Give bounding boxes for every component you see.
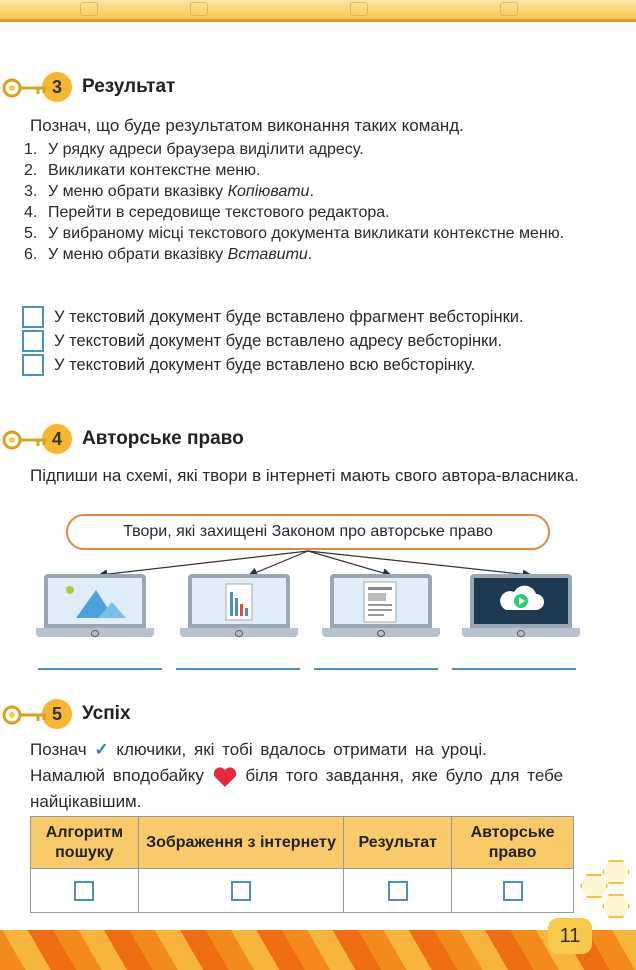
- table-checkbox[interactable]: [503, 881, 523, 901]
- section-title: Успіх: [82, 703, 131, 724]
- option-row: У текстовий документ буде вставлено адресу вебсторінки.: [22, 330, 592, 352]
- table-checkbox[interactable]: [74, 881, 94, 901]
- laptop-image-2: [180, 574, 298, 636]
- bottom-decorative-band: [0, 930, 636, 970]
- section-number-badge: 3: [42, 72, 72, 102]
- success-table: [30, 816, 574, 913]
- checkmark-icon: ✓: [94, 740, 109, 759]
- option-row: У текстовий документ буде вставлено фрагмент вебсторінки.: [22, 306, 592, 328]
- heart-icon: [212, 765, 238, 789]
- key-icon: [0, 699, 50, 729]
- answer-line-3[interactable]: [314, 668, 438, 670]
- section-3-intro: Познач, що буде результатом виконання таких команд.: [30, 116, 464, 135]
- list-item: 2. Викликати контекстне меню.: [24, 162, 261, 179]
- section-number-badge: 4: [42, 424, 72, 454]
- table-checkbox[interactable]: [231, 881, 251, 901]
- option-checkbox[interactable]: [22, 354, 44, 376]
- list-item: 1. У рядку адреси браузера виділити адресу.: [24, 141, 364, 158]
- section-title: Авторське право: [82, 428, 244, 449]
- section-4-header: [0, 424, 244, 454]
- laptop-image-4: [462, 574, 580, 636]
- table-header: Алгоритм пошуку: [31, 817, 139, 869]
- list-item: 5. У вибраному місці текстового документа викликати контекстне меню.: [24, 225, 565, 242]
- document-icon: [334, 578, 428, 624]
- chart-icon: [192, 578, 286, 624]
- table-header: Зображення з інтернету: [138, 817, 343, 869]
- option-checkbox[interactable]: [22, 330, 44, 352]
- list-item: 4. Перейти в середовище текстового редактора.: [24, 204, 390, 221]
- table-cell: [344, 869, 452, 913]
- answer-line-1[interactable]: [38, 668, 162, 670]
- cloud-video-icon: [474, 578, 568, 624]
- list-item: 6. У меню обрати вказівку Вставити.: [24, 246, 313, 263]
- deco-icon: [80, 2, 98, 16]
- section-3-header: [0, 72, 175, 102]
- option-checkbox[interactable]: [22, 306, 44, 328]
- table-header: Результат: [344, 817, 452, 869]
- answer-line-4[interactable]: [452, 668, 576, 670]
- deco-icon: [190, 2, 208, 16]
- answer-line-2[interactable]: [176, 668, 300, 670]
- section-5-header: [0, 699, 131, 729]
- page-number: 11: [548, 918, 592, 954]
- table-cell: [31, 869, 139, 913]
- option-row: У текстовий документ буде вставлено всю вебсторінку.: [22, 354, 592, 376]
- table-cell: [138, 869, 343, 913]
- key-icon: [0, 72, 50, 102]
- laptop-image-3: [322, 574, 440, 636]
- section-title: Результат: [82, 76, 176, 97]
- picture-icon: [48, 578, 142, 624]
- deco-icon: [500, 2, 518, 16]
- table-header: Авторське право: [452, 817, 574, 869]
- top-decorative-band: [0, 0, 636, 22]
- key-icon: [0, 424, 50, 454]
- list-item: 3. У меню обрати вказівку Копіювати.: [24, 183, 314, 200]
- copyright-works-box: Твори, які захищені Законом про авторське право: [66, 514, 550, 550]
- table-checkbox[interactable]: [388, 881, 408, 901]
- section-4-intro: Підпиши на схемі, які твори в інтернеті мають свого автора-власника.: [30, 466, 579, 485]
- laptop-image-1: [36, 574, 154, 636]
- table-cell: [452, 869, 574, 913]
- section-number-badge: 5: [42, 699, 72, 729]
- section-5-intro: Познач ✓ ключики, які тобі вдалось отримати на уроці. Намалюй вподобайку біля того завдання, яке було для тебе найцікавішим.: [30, 740, 564, 811]
- steps-list: [24, 139, 584, 265]
- section-3-options: [22, 306, 592, 378]
- deco-icon: [350, 2, 368, 16]
